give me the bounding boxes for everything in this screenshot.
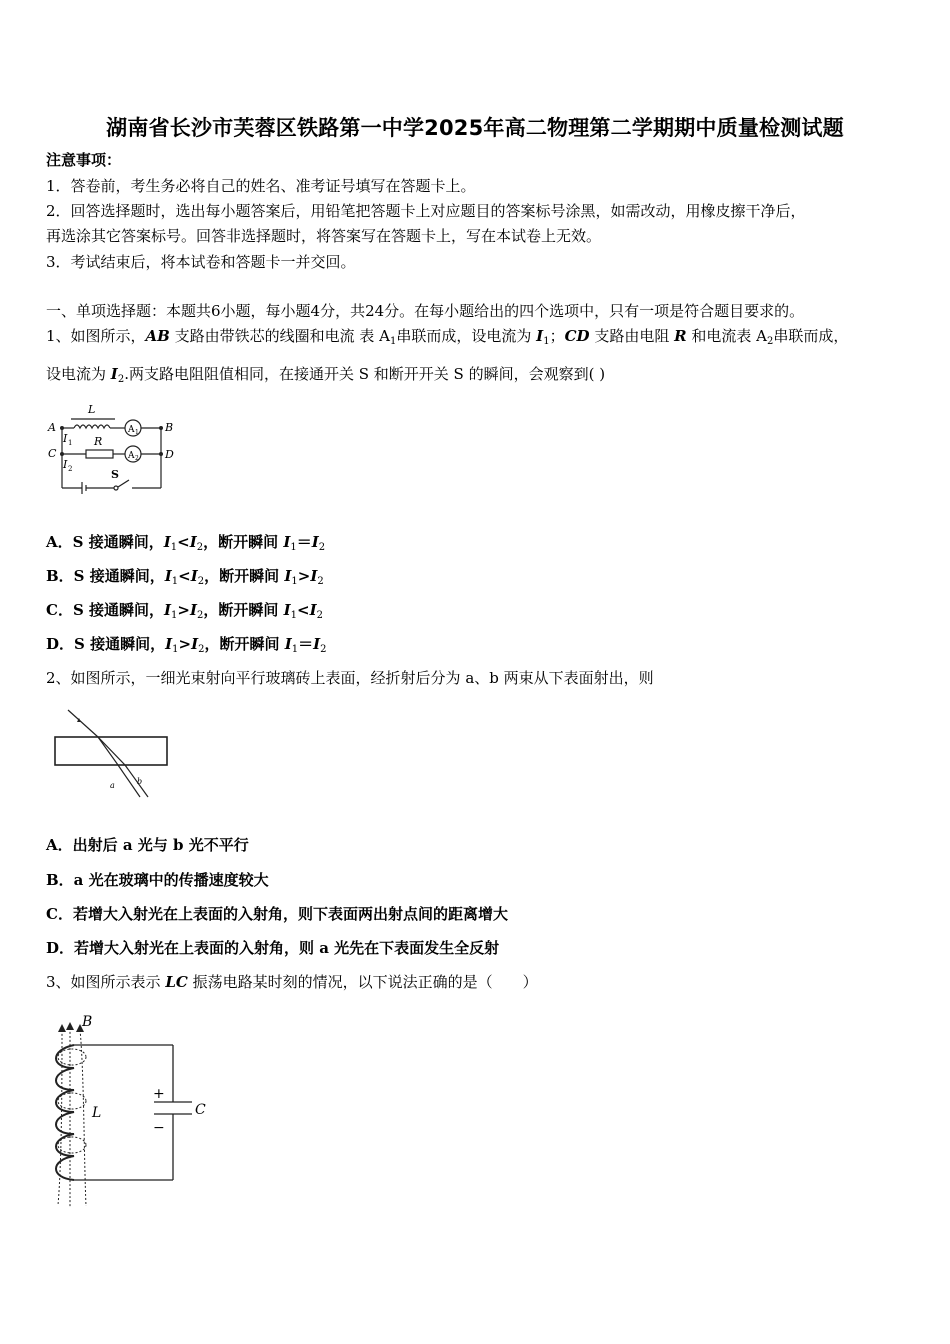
text-segment: I xyxy=(191,635,199,653)
text-segment: 振荡电路某时刻的情况，以下说法正确的是（ ） xyxy=(187,973,538,991)
svg-text:1: 1 xyxy=(68,439,73,447)
text-segment: 2 xyxy=(117,374,125,385)
text-segment: 2 xyxy=(317,576,324,587)
q2-option-d xyxy=(46,938,499,958)
minus-sign: − xyxy=(153,1120,165,1136)
text-segment: > xyxy=(178,635,192,653)
text-segment: ； xyxy=(549,327,565,345)
text-segment: 2 xyxy=(197,576,205,587)
q2-option-a xyxy=(46,835,249,855)
text-segment: A．出射后 a 光与 b 光不平行 xyxy=(46,836,249,854)
label-a: a xyxy=(110,781,115,790)
text-segment: > xyxy=(297,567,311,585)
q1-option-a xyxy=(46,532,325,558)
text-segment: 串联而成， xyxy=(773,327,849,345)
text-segment: I xyxy=(190,567,198,585)
label-B: B xyxy=(82,1014,93,1030)
label-I1: I xyxy=(63,432,68,445)
text-segment: .两支路电阻阻值相同，在接通开关 S 和断开开关 S 的瞬间，会观察到( ) xyxy=(124,365,606,383)
text-segment: I xyxy=(189,601,198,619)
text-segment: 3、如图所示表示 xyxy=(46,973,166,991)
text-segment: I xyxy=(164,601,172,619)
text-segment: 和电流表 A xyxy=(686,327,767,345)
q1-circuit-figure xyxy=(44,398,184,498)
text-segment: ，断开瞬间 xyxy=(204,635,285,653)
text-segment: ＝ xyxy=(296,533,312,551)
q2-stem xyxy=(46,668,654,688)
text-segment: I xyxy=(313,635,321,653)
text-segment: C．S 接通瞬间， xyxy=(46,601,164,619)
q1-option-d xyxy=(46,634,327,660)
text-segment: 1 xyxy=(170,542,178,553)
text-segment: 1 xyxy=(291,644,299,655)
svg-text:1: 1 xyxy=(135,429,139,436)
notice-item: 1．答卷前，考生务必将自己的姓名、准考证号填写在答题卡上。 xyxy=(46,177,476,195)
text-segment: ，断开瞬间 xyxy=(203,601,284,619)
text-segment: R xyxy=(674,327,687,345)
text-segment: 1 xyxy=(290,542,297,553)
label-L: L xyxy=(88,403,96,416)
q2-option-b xyxy=(46,870,269,890)
label-C: C xyxy=(48,447,57,460)
text-segment: I xyxy=(283,533,291,551)
text-segment: D．S 接通瞬间， xyxy=(46,635,166,653)
label-S: S xyxy=(111,468,119,481)
text-segment: C．若增大入射光在上表面的入射角，则下表面两出射点间的距离增大 xyxy=(46,905,508,923)
label-D: D xyxy=(165,448,174,461)
q1-stem-line1 xyxy=(46,326,848,352)
text-segment: I xyxy=(284,567,292,585)
text-segment: B．a 光在玻璃中的传播速度较大 xyxy=(46,871,269,889)
text-segment: I xyxy=(283,601,291,619)
text-segment: 1 xyxy=(290,610,298,621)
text-segment: 2 xyxy=(320,644,327,655)
text-segment: 2 xyxy=(316,610,324,621)
text-segment: 1 xyxy=(172,644,179,655)
text-segment: I xyxy=(163,533,171,551)
label-C: C xyxy=(195,1102,206,1118)
text-segment: 2 xyxy=(766,336,774,347)
svg-text:A: A xyxy=(128,425,135,435)
label-I2: I xyxy=(63,458,68,471)
text-segment: LC xyxy=(165,973,188,991)
text-segment: 设电流为 xyxy=(46,365,111,383)
text-segment: 串联而成，设电流为 xyxy=(396,327,537,345)
text-segment: ＝ xyxy=(298,635,314,653)
label-b: b xyxy=(137,777,143,786)
text-segment: ，断开瞬间 xyxy=(204,567,285,585)
text-segment: 1 xyxy=(390,336,397,347)
q2-option-c xyxy=(46,904,508,924)
text-segment: I xyxy=(536,327,544,345)
q2-glass-block-figure xyxy=(50,705,175,805)
q3-stem xyxy=(46,972,538,992)
text-segment: 1 xyxy=(291,576,298,587)
text-segment: 1、如图所示， xyxy=(46,327,146,345)
q3-lc-circuit-figure xyxy=(40,1010,215,1215)
text-segment: < xyxy=(297,601,310,619)
svg-text:A: A xyxy=(128,451,135,461)
text-segment: 2 xyxy=(197,610,204,621)
text-segment: 1 xyxy=(171,576,179,587)
q1-stem-line2 xyxy=(46,364,605,390)
text-segment: 支路由带铁芯的线圈和电流 表 A xyxy=(169,327,391,345)
label-B: B xyxy=(165,421,174,434)
notice-item: 2．回答选择题时，选出每小题答案后，用铅笔把答题卡上对应题目的答案标号涂黑，如需改动，用橡皮擦干净后， xyxy=(46,202,806,220)
text-segment: 支路由电阻 xyxy=(589,327,675,345)
plus-sign: + xyxy=(153,1086,165,1102)
text-segment: ，断开瞬间 xyxy=(203,533,284,551)
text-segment: 1 xyxy=(171,610,178,621)
text-segment: B．S 接通瞬间， xyxy=(46,567,165,585)
text-segment: I xyxy=(110,365,118,383)
text-segment: 2 xyxy=(318,542,326,553)
text-segment: AB xyxy=(145,327,170,345)
text-segment: I xyxy=(189,533,197,551)
svg-text:2: 2 xyxy=(135,455,139,462)
label-A: A xyxy=(48,421,56,434)
text-segment: CD xyxy=(564,327,590,345)
page-title: 湖南省长沙市芙蓉区铁路第一中学2025年高二物理第二学期期中质量检测试题 xyxy=(106,116,844,140)
label-L: L xyxy=(92,1105,102,1121)
section-heading: 一、单项选择题：本题共6小题，每小题4分，共24分。在每小题给出的四个选项中，只有一项是符合题目要求的。 xyxy=(46,302,805,320)
text-segment: 2、如图所示，一细光束射向平行玻璃砖上表面，经折射后分为 a、b 两束从下表面射出，则 xyxy=(46,669,654,687)
text-segment: I xyxy=(284,635,292,653)
text-segment: I xyxy=(309,601,317,619)
notice-heading: 注意事项： xyxy=(46,151,122,169)
text-segment: I xyxy=(164,567,172,585)
text-segment: I xyxy=(310,567,318,585)
text-segment: > xyxy=(177,601,190,619)
text-segment: 2 xyxy=(198,644,205,655)
text-segment: < xyxy=(177,533,190,551)
label-R: R xyxy=(94,435,103,448)
text-segment: 1 xyxy=(543,336,550,347)
q1-option-c xyxy=(46,600,323,626)
text-segment: I xyxy=(165,635,173,653)
text-segment: 2 xyxy=(196,542,204,553)
text-segment: D．若增大入射光在上表面的入射角，则 a 光先在下表面发生全反射 xyxy=(46,939,500,957)
text-segment: I xyxy=(311,533,319,551)
text-segment: < xyxy=(178,567,191,585)
svg-text:2: 2 xyxy=(68,465,73,473)
text-segment: A．S 接通瞬间， xyxy=(46,533,164,551)
notice-item: 3．考试结束后，将本试卷和答题卡一并交回。 xyxy=(46,253,356,271)
notice-item: 再选涂其它答案标号。回答非选择题时，将答案写在答题卡上，写在本试卷上无效。 xyxy=(46,227,602,245)
q1-option-b xyxy=(46,566,324,592)
